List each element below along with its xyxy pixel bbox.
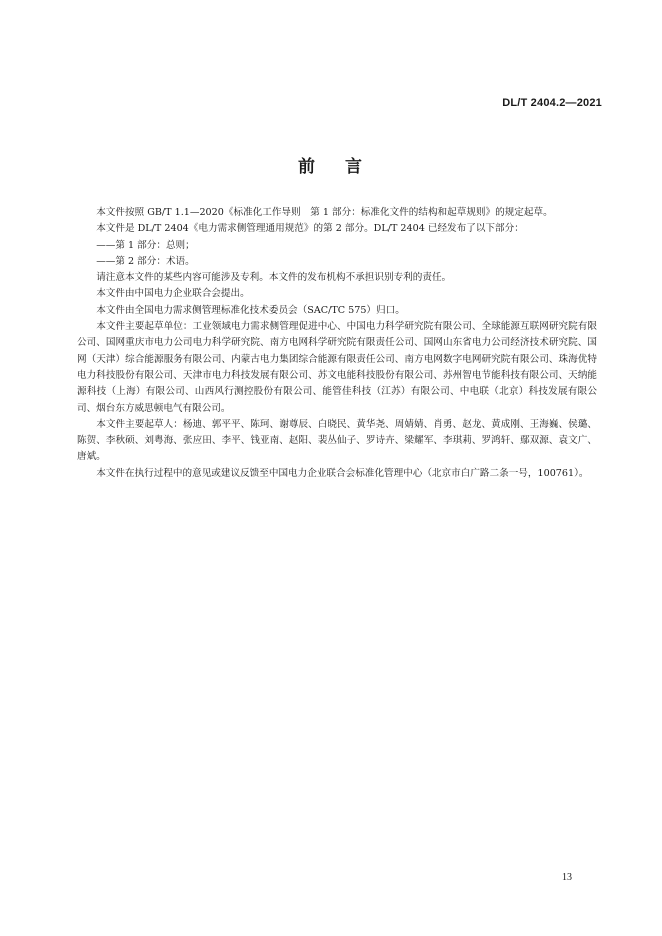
paragraph-drafting-rules: 本文件按照 GB/T 1.1—2020《标准化工作导则 第 1 部分：标准化文件的结构和起草规则》的规定起草。 <box>96 207 553 218</box>
paragraph-series-intro: 本文件是 DL/T 2404《电力需求侧管理通用规范》的第 2 部分。DL/T 2404 已经发布了以下部分： <box>96 223 524 235</box>
paragraph-feedback: 本文件在执行过程中的意见或建议反馈至中国电力企业联合会标准化管理中心（北京市白广路二条一号，100761）。 <box>96 467 589 479</box>
document-code: DL/T 2404.2—2021 <box>502 97 602 109</box>
paragraph-administrator: 本文件由全国电力需求侧管理标准化技术委员会（SAC/TC 575）归口。 <box>96 304 405 316</box>
list-item-part-1: ——第 1 部分：总则； <box>96 239 195 251</box>
paragraph-proposer: 本文件由中国电力企业联合会提出。 <box>96 288 250 300</box>
page-title <box>0 152 662 177</box>
page-title-char-2: 言 <box>345 157 364 177</box>
page-title-char-1: 前 <box>298 157 317 177</box>
foreword-body <box>77 205 597 482</box>
paragraph-drafting-units: 本文件主要起草单位：工业领域电力需求侧管理促进中心、中国电力科学研究院有限公司、全球能源互联网研究院有限公司、国网重庆市电力公司电力科学研究院、南方电网科学研究院有限责任公司、国网山东省电力公司经济技术研究院、国网（天津）综合能源服务有限公司、内蒙古电力集团综合能源有限责任公司、南方电网数字电网研究院有限公司、珠海优特电力科技股份有限公司、天津市电力科技发展有限公司、苏文电能科技股份有限公司、苏州智电节能科技有限公司、天纳能源科技（上海）有限公司、山西风行测控股份有限公司、能管佳科技（江苏）有限公司、中电联（北京）科技发展有限公司、烟台东方威思顿电气有限公司。 <box>77 321 597 414</box>
page-number: 13 <box>562 872 572 883</box>
list-item-part-2: ——第 2 部分：术语。 <box>96 255 195 267</box>
paragraph-drafters: 本文件主要起草人：杨迪、郭平平、陈珂、谢尊辰、白晓民、黄华尧、周婧婧、肖勇、赵龙、黄成刚、王海巍、侯璐、陈贺、李秋硕、刘粤海、张应田、李平、钱亚南、赵阳、裴丛仙子、罗诗卉、梁耀军、李琪莉、罗鸿轩、鄢双源、袁文广、唐斌。 <box>77 418 597 463</box>
paragraph-patent-notice: 请注意本文件的某些内容可能涉及专利。本文件的发布机构不承担识别专利的责任。 <box>96 272 452 284</box>
